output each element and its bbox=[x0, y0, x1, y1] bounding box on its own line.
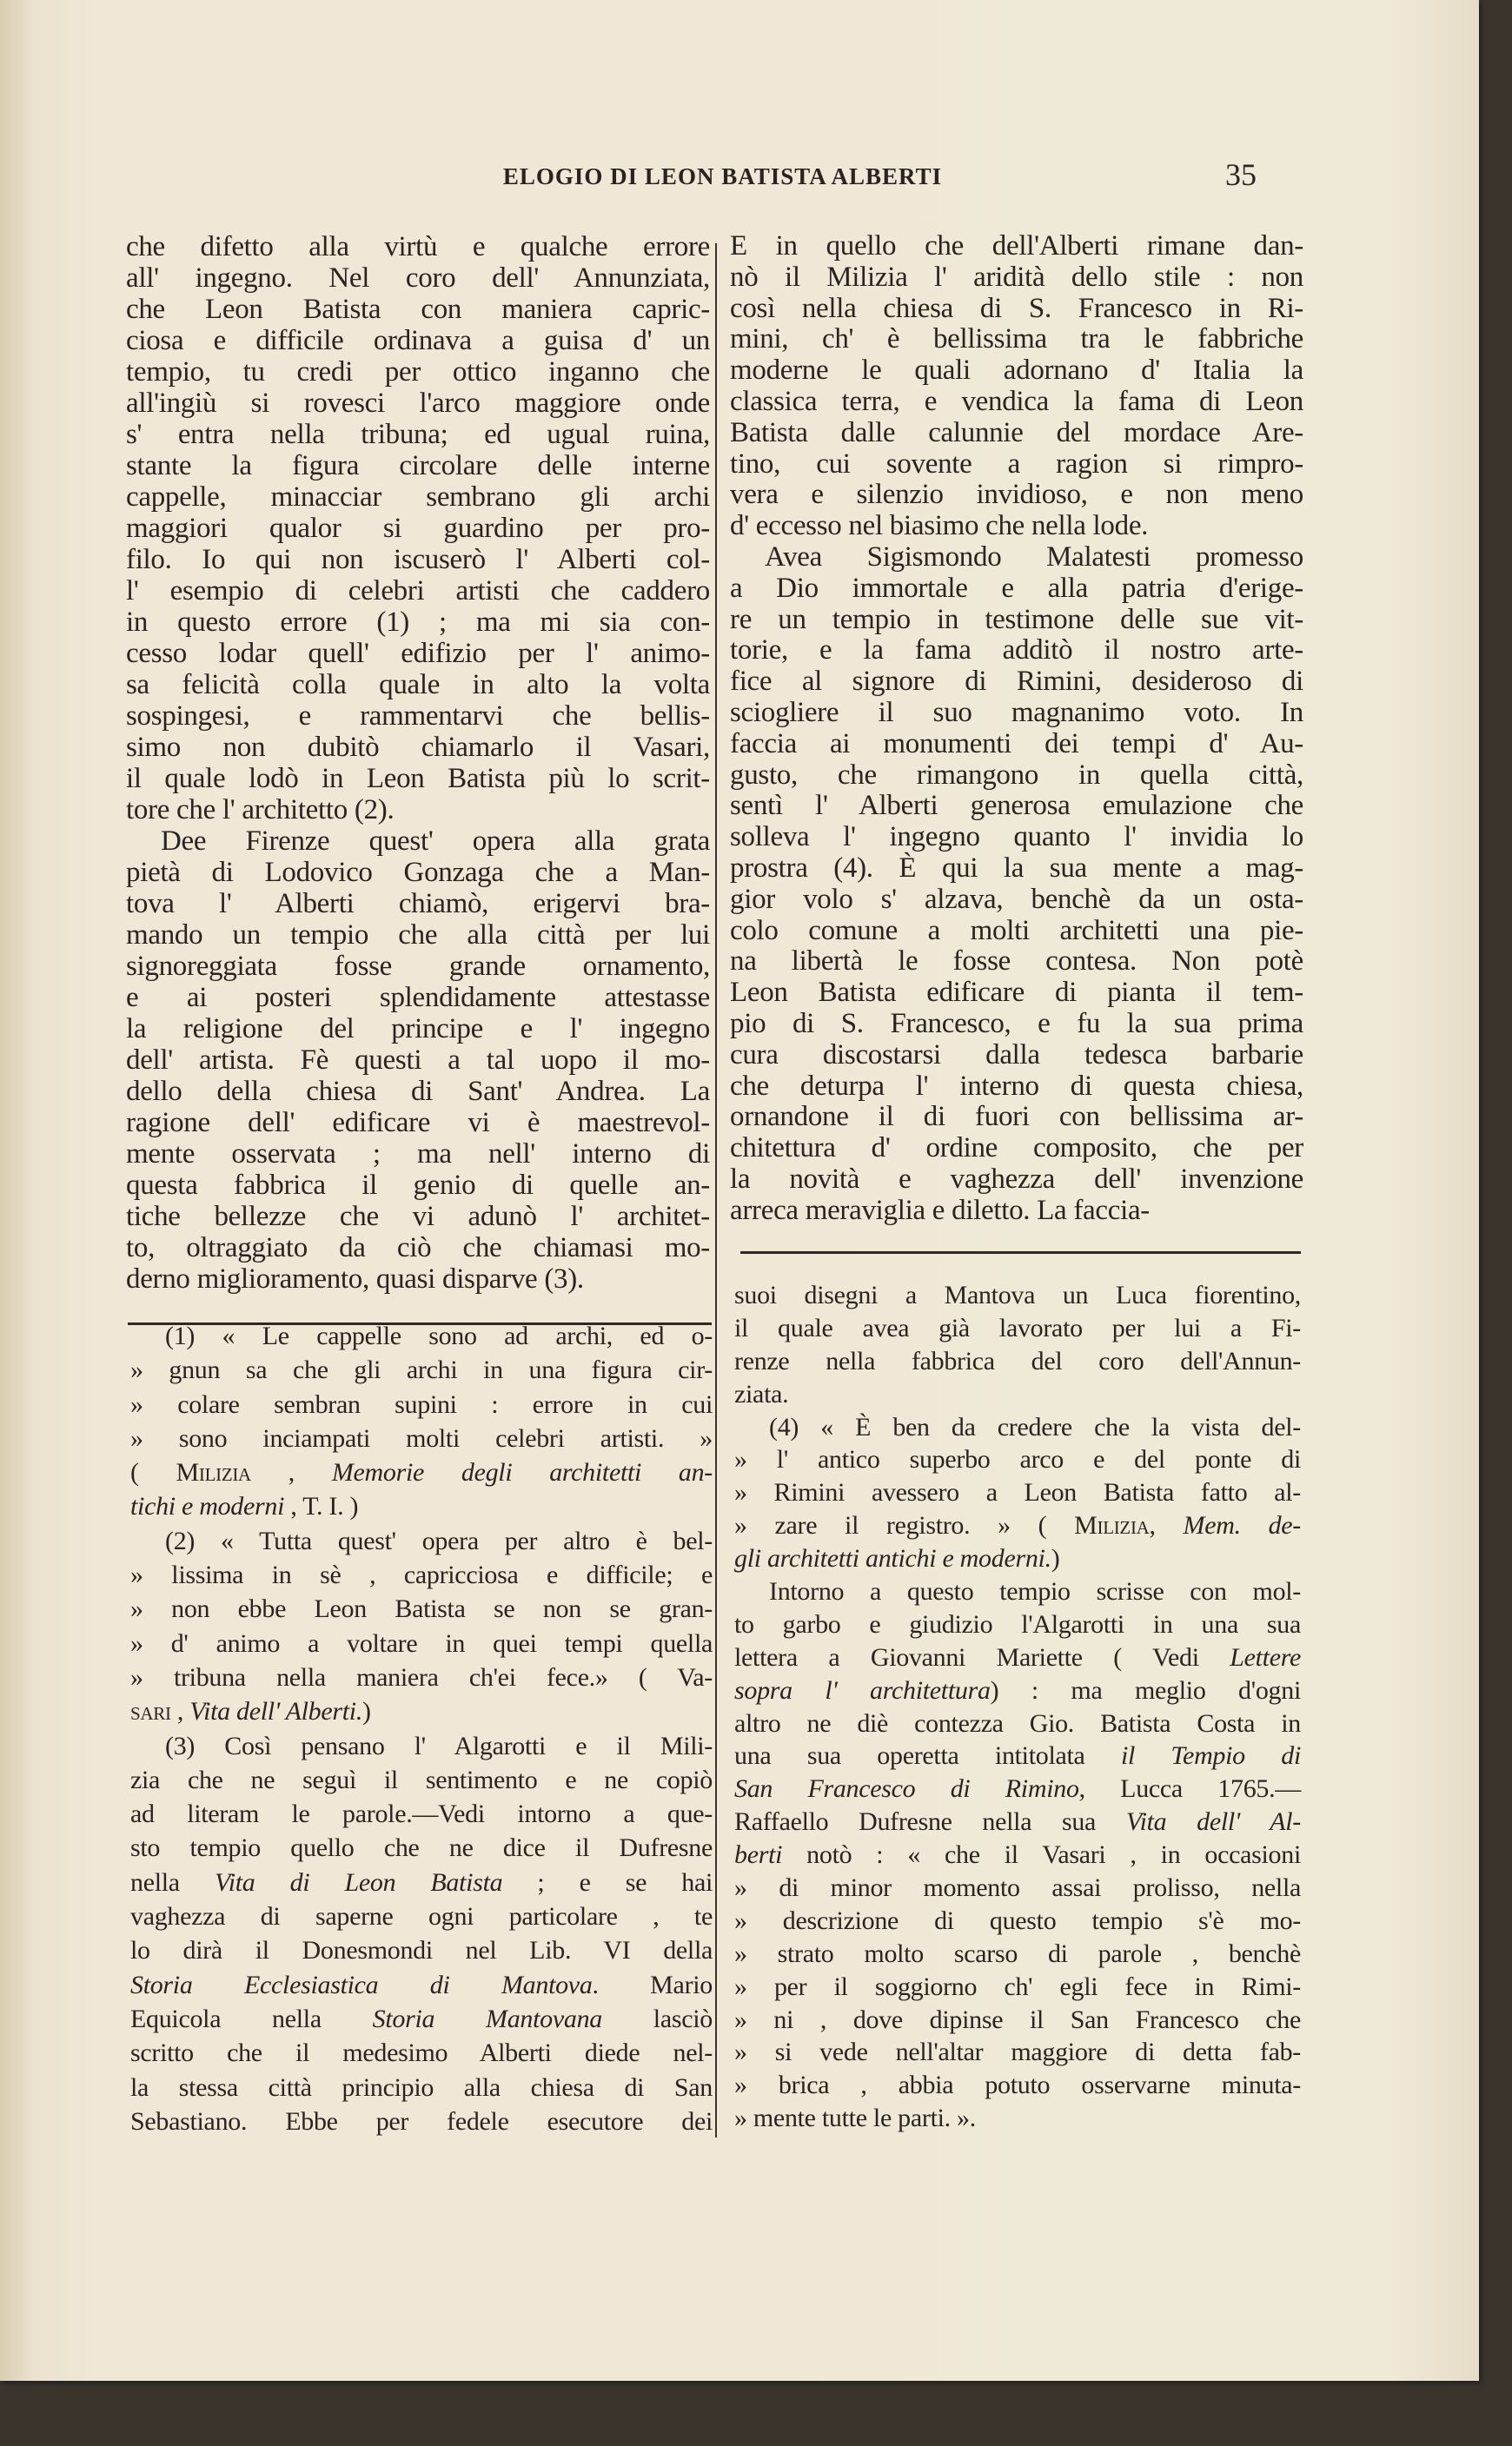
text-line bbox=[734, 2036, 1301, 2069]
text-line: stante la figura circolare delle interne bbox=[126, 450, 710, 481]
text-line: derno miglioramento, quasi disparve (3). bbox=[126, 1263, 584, 1295]
text-line bbox=[734, 1312, 1301, 1345]
text-line bbox=[130, 1729, 713, 1763]
text-segment: (3) Così pensano l' Algarotti e il Mili- bbox=[165, 1731, 713, 1760]
text-line bbox=[130, 1660, 713, 1694]
text-segment: » lissima in sè , capricciosa e difficile; e bbox=[130, 1561, 713, 1590]
text-line bbox=[734, 1674, 1301, 1707]
text-line bbox=[734, 2004, 1301, 2037]
text-line bbox=[734, 1608, 1301, 1641]
text-segment: » gnun sa che gli archi in una figura cir- bbox=[130, 1356, 713, 1385]
page-number: 35 bbox=[1225, 157, 1257, 192]
text-segment: una sua operetta intitolata bbox=[734, 1741, 1121, 1771]
text-line: ornandone il di fuori con bellissima ar- bbox=[730, 1101, 1303, 1133]
text-line bbox=[130, 1353, 713, 1387]
text-line: d' eccesso nel biasimo che nella lode. bbox=[730, 510, 1149, 542]
text-segment: tichi e moderni bbox=[130, 1492, 285, 1521]
text-segment: lettera a Giovanni Mariette ( Vedi bbox=[734, 1642, 1230, 1672]
text-line: E in quello che dell'Alberti rimane dan- bbox=[730, 230, 1303, 262]
text-line bbox=[130, 1831, 713, 1865]
text-line bbox=[734, 2102, 1301, 2135]
text-segment: » Rimini avessero a Leon Batista fatto al- bbox=[734, 1478, 1301, 1508]
text-segment: ) : ma meglio d'ogni bbox=[990, 1675, 1301, 1705]
text-segment: Milizia bbox=[1074, 1511, 1150, 1541]
text-line bbox=[734, 1707, 1301, 1740]
text-segment: » per il soggiorno ch' egli fece in Rimi- bbox=[734, 1972, 1301, 2001]
text-line: sa felicità colla quale in alto la volta bbox=[126, 669, 710, 700]
text-line bbox=[130, 1592, 713, 1626]
text-line: pio di S. Francesco, e fu la sua prima bbox=[730, 1007, 1303, 1039]
text-segment: il Tempio di bbox=[1120, 1741, 1302, 1771]
text-line bbox=[734, 1905, 1301, 1938]
text-line: ciosa e difficile ordinava a guisa d' un bbox=[126, 325, 710, 356]
text-line bbox=[734, 1641, 1301, 1674]
text-segment: altro ne diè contezza Gio. Batista Costa in bbox=[734, 1708, 1301, 1738]
text-line bbox=[130, 1558, 713, 1592]
text-line: cura discostarsi dalla tedesca barbarie bbox=[730, 1038, 1303, 1071]
text-segment: suoi disegni a Mantova un Luca fiorentino, bbox=[734, 1281, 1301, 1309]
text-segment: , bbox=[250, 1458, 332, 1488]
text-line: l' esempio di celebri artisti che caddero bbox=[126, 575, 710, 607]
text-segment: Mem. de- bbox=[1183, 1511, 1301, 1541]
text-segment: » di minor momento assai prolisso, nella bbox=[734, 1873, 1301, 1903]
text-segment: Intorno a questo tempio scrisse con mol- bbox=[769, 1577, 1301, 1607]
right-footnotes bbox=[734, 1279, 1301, 2135]
text-line: filo. Io qui non iscuserò l' Alberti col- bbox=[126, 544, 710, 575]
text-line: fice al signore di Rimini, desideroso di bbox=[730, 666, 1303, 698]
text-line bbox=[130, 2036, 713, 2070]
text-line bbox=[130, 1797, 713, 1831]
text-line: arreca meraviglia e diletto. La faccia- bbox=[730, 1194, 1150, 1226]
text-segment: ) bbox=[1051, 1544, 1060, 1574]
text-line bbox=[734, 1345, 1301, 1378]
text-line bbox=[734, 1740, 1301, 1773]
text-segment: , bbox=[1149, 1511, 1184, 1541]
text-line bbox=[734, 1806, 1301, 1839]
text-line: pietà di Lodovico Gonzaga che a Man- bbox=[126, 857, 710, 888]
text-segment: » strato molto scarso di parole , benchè bbox=[734, 1939, 1301, 1968]
text-segment: Vita di Leon Batista bbox=[214, 1867, 503, 1897]
text-segment: . Mario bbox=[592, 1970, 713, 1999]
text-segment: Storia Ecclesiastica di Mantova bbox=[130, 1970, 593, 1999]
text-line: Batista dalle calunnie del mordace Are- bbox=[730, 416, 1303, 448]
text-line: tempio, tu credi per ottico inganno che bbox=[126, 356, 710, 388]
text-line: nò il Milizia l' aridità dello stile : non bbox=[730, 261, 1303, 293]
text-line bbox=[734, 1839, 1301, 1872]
text-line: mente osservata ; ma nell' interno di bbox=[126, 1138, 710, 1170]
left-footnotes bbox=[130, 1319, 713, 2138]
text-segment: ) bbox=[362, 1697, 371, 1727]
text-segment: , bbox=[170, 1697, 190, 1727]
text-segment: (1) « Le cappelle sono ad archi, ed o- bbox=[165, 1322, 713, 1350]
text-segment: » descrizione di questo tempio s'è mo- bbox=[734, 1906, 1301, 1935]
text-segment: ad literam le parole.—Vedi intorno a que- bbox=[130, 1800, 713, 1829]
text-line: e ai posteri splendidamente attestasse bbox=[126, 982, 710, 1013]
text-line: chitettura d' ordine composito, che per bbox=[730, 1132, 1303, 1164]
text-line: dell' artista. Fè questi a tal uopo il mo- bbox=[126, 1044, 710, 1076]
text-line: vera e silenzio invidioso, e non meno bbox=[730, 479, 1303, 511]
text-line: questa fabbrica il genio di quelle an- bbox=[126, 1170, 710, 1201]
text-line: maggiori qualor si guardino per pro- bbox=[126, 513, 710, 544]
text-segment: » tribuna nella maniera ch'ei fece.» ( Va- bbox=[130, 1662, 713, 1692]
text-segment: Storia Mantovana bbox=[372, 2004, 602, 2033]
text-line: moderne le quali adornano d' Italia la bbox=[730, 355, 1303, 387]
text-segment: la stessa città principio alla chiesa di San bbox=[130, 2072, 713, 2102]
text-segment: gli architetti antichi e moderni. bbox=[734, 1544, 1051, 1574]
text-line: Avea Sigismondo Malatesti promesso bbox=[765, 540, 1303, 573]
text-line: colo comune a molti architetti una pie- bbox=[730, 914, 1303, 946]
text-line bbox=[734, 1443, 1301, 1476]
text-segment: » zare il registro. » ( bbox=[734, 1511, 1075, 1541]
text-line bbox=[734, 1476, 1301, 1509]
text-line bbox=[734, 1542, 1301, 1575]
text-line bbox=[734, 1378, 1301, 1411]
text-line: ragione dell' edificare vi è maestrevol- bbox=[126, 1107, 710, 1138]
text-line: sospingesi, e rammentarvi che bellis- bbox=[126, 700, 710, 732]
text-segment: » ni , dove dipinse il San Francesco che bbox=[734, 2005, 1301, 2034]
text-segment: Equicola nella bbox=[130, 2004, 373, 2033]
text-segment: to garbo e giudizio l'Algarotti in una sua bbox=[734, 1609, 1301, 1639]
text-segment: Memorie degli architetti an- bbox=[331, 1458, 713, 1488]
text-segment: Lettere bbox=[1230, 1642, 1301, 1672]
text-line: tiche bellezze che vi adunò l' architet- bbox=[126, 1201, 710, 1232]
text-line: solleva l' ingegno quanto l' invidia lo bbox=[730, 821, 1303, 853]
text-line bbox=[130, 1627, 713, 1660]
text-segment: ziata. bbox=[734, 1379, 789, 1409]
text-segment: lo dirà il Donesmondi nel Lib. VI della bbox=[130, 1936, 713, 1965]
text-segment: Raffaello Dufresne nella sua bbox=[734, 1807, 1126, 1837]
text-line: torie, e la fama additò il nostro arte- bbox=[730, 634, 1303, 666]
text-line bbox=[734, 1411, 1301, 1444]
text-line: che deturpa l' interno di questa chiesa, bbox=[730, 1070, 1303, 1102]
text-segment: zia che ne seguì il sentimento e ne copiò bbox=[130, 1765, 713, 1794]
text-segment: ( bbox=[130, 1458, 176, 1488]
right-column-text bbox=[730, 231, 1303, 1227]
text-line: cappelle, minacciar sembrano gli archi bbox=[126, 481, 710, 513]
text-line: sentì l' Alberti generosa emulazione che bbox=[730, 790, 1303, 822]
text-line bbox=[734, 1971, 1301, 2004]
text-line: così nella chiesa di S. Francesco in Ri- bbox=[730, 292, 1303, 324]
text-line: che Leon Batista con maniera capric- bbox=[126, 294, 710, 325]
text-segment: scritto che il medesimo Alberti diede nel- bbox=[130, 2038, 713, 2068]
text-line bbox=[130, 1422, 713, 1455]
text-segment: berti bbox=[734, 1840, 783, 1870]
text-line bbox=[130, 1319, 713, 1353]
text-line bbox=[734, 2069, 1301, 2102]
text-segment: ; e se hai bbox=[502, 1867, 713, 1897]
text-line: classica terra, e vendica la fama di Leon bbox=[730, 385, 1303, 417]
text-segment: » sono inciampati molti celebri artisti. » bbox=[130, 1423, 713, 1453]
text-segment: il quale avea già lavorato per lui a Fi- bbox=[734, 1313, 1301, 1342]
text-line bbox=[130, 1694, 713, 1728]
text-segment: » d' animo a voltare in quei tempi quella bbox=[130, 1628, 713, 1658]
text-segment: » mente tutte le parti. ». bbox=[734, 2104, 976, 2133]
text-segment: (4) « È ben da credere che la vista del- bbox=[769, 1412, 1301, 1442]
text-line: mando un tempio che alla città per lui bbox=[126, 919, 710, 951]
text-line: gior volo s' alzava, benchè da un osta- bbox=[730, 883, 1303, 915]
text-line: tino, cui sovente a ragion si rimpro- bbox=[730, 447, 1303, 480]
text-segment: sari bbox=[130, 1697, 171, 1727]
column-divider bbox=[715, 243, 717, 2138]
text-line: Dee Firenze quest' opera alla grata bbox=[161, 825, 710, 857]
text-line bbox=[734, 1938, 1301, 1971]
left-column-text bbox=[126, 231, 710, 1295]
text-segment: lasciò bbox=[601, 2004, 713, 2033]
text-segment: (2) « Tutta quest' opera per altro è bel- bbox=[165, 1526, 713, 1555]
text-line: na libertà le fosse contesa. Non potè bbox=[730, 945, 1303, 978]
text-line: prostra (4). È qui la sua mente a mag- bbox=[730, 852, 1303, 884]
text-line: all'ingiù si rovesci l'arco maggiore onde bbox=[126, 388, 710, 419]
text-segment: renze nella fabbrica del coro dell'Annun- bbox=[734, 1346, 1301, 1375]
text-line: tova l' Alberti chiamò, erigervi bra- bbox=[126, 888, 710, 919]
text-segment: Sebastiano. Ebbe per fedele esecutore dei bbox=[130, 2106, 713, 2136]
text-line: s' entra nella tribuna; ed ugual ruina, bbox=[126, 419, 710, 450]
text-line bbox=[130, 1899, 713, 1933]
text-segment: sopra l' architettura bbox=[734, 1675, 991, 1705]
text-line: mini, ch' è bellissima tra le fabbriche bbox=[730, 323, 1303, 355]
text-line bbox=[734, 1509, 1301, 1542]
text-line: to, oltraggiato da ciò che chiamasi mo- bbox=[126, 1232, 710, 1263]
text-segment: San Francesco di Rimino bbox=[734, 1774, 1079, 1804]
text-line bbox=[734, 1279, 1301, 1312]
text-line bbox=[130, 2071, 713, 2105]
text-line: tore che l' architetto (2). bbox=[126, 794, 395, 825]
text-line: in questo errore (1) ; ma mi sia con- bbox=[126, 607, 710, 638]
text-line bbox=[130, 1763, 713, 1797]
text-segment: Vita dell' Alberti. bbox=[189, 1697, 363, 1727]
text-line bbox=[130, 1489, 713, 1523]
text-line bbox=[130, 1524, 713, 1558]
text-line: cesso lodar quell' edifizio per l' animo- bbox=[126, 638, 710, 669]
text-segment: Milizia bbox=[176, 1458, 251, 1488]
text-segment: sto tempio quello che ne dice il Dufresne bbox=[130, 1833, 713, 1863]
text-line bbox=[130, 2105, 713, 2138]
text-segment: » si vede nell'altar maggiore di detta fab- bbox=[734, 2038, 1301, 2067]
text-line bbox=[130, 1866, 713, 1899]
text-line bbox=[130, 1933, 713, 1967]
text-line: la novità e vaghezza dell' invenzione bbox=[730, 1163, 1303, 1195]
text-line: signoreggiata fosse grande ornamento, bbox=[126, 951, 710, 982]
text-line: sciogliere il suo magnanimo voto. In bbox=[730, 696, 1303, 728]
running-title: ELOGIO DI LEON BATISTA ALBERTI bbox=[502, 163, 943, 189]
text-segment: » brica , abbia potuto osservarne minuta- bbox=[734, 2071, 1301, 2100]
text-segment: notò : « che il Vasari , in occasioni bbox=[782, 1840, 1301, 1870]
text-line bbox=[734, 1575, 1301, 1608]
text-line bbox=[130, 1968, 713, 2002]
text-line bbox=[734, 1872, 1301, 1905]
text-segment: nella bbox=[130, 1867, 215, 1897]
text-line: faccia ai monumenti dei tempi d' Au- bbox=[730, 727, 1303, 759]
text-line: il quale lodò in Leon Batista più lo scrit- bbox=[126, 763, 710, 794]
text-segment: » colare sembran supini : errore in cui bbox=[130, 1389, 713, 1419]
text-line: re un tempio in testimone delle sue vit- bbox=[730, 603, 1303, 635]
text-line bbox=[130, 2002, 713, 2036]
text-segment: » non ebbe Leon Batista se non se gran- bbox=[130, 1594, 713, 1624]
text-line: la religione del principe e l' ingegno bbox=[126, 1013, 710, 1044]
text-line bbox=[130, 1455, 713, 1489]
text-segment: vaghezza di saperne ogni particolare , te bbox=[130, 1902, 713, 1932]
text-segment: , Lucca 1765.— bbox=[1078, 1774, 1301, 1804]
right-footnote-rule bbox=[740, 1251, 1301, 1254]
text-line: Leon Batista edificare di pianta il tem- bbox=[730, 977, 1303, 1009]
text-segment: , T. I. ) bbox=[284, 1492, 359, 1521]
text-line bbox=[734, 1773, 1301, 1806]
text-line: dello della chiesa di Sant' Andrea. La bbox=[126, 1076, 710, 1107]
text-line bbox=[130, 1388, 713, 1422]
text-segment: Vita dell' Al- bbox=[1125, 1807, 1301, 1837]
text-line: gusto, che rimangono in quella città, bbox=[730, 759, 1303, 791]
text-line: che difetto alla virtù e qualche errore bbox=[126, 231, 710, 262]
text-line: simo non dubitò chiamarlo il Vasari, bbox=[126, 732, 710, 763]
text-line: all' ingegno. Nel coro dell' Annunziata, bbox=[126, 262, 710, 294]
text-line: a Dio immortale e alla patria d'erige- bbox=[730, 572, 1303, 604]
text-segment: » l' antico superbo arco e del ponte di bbox=[734, 1445, 1301, 1475]
